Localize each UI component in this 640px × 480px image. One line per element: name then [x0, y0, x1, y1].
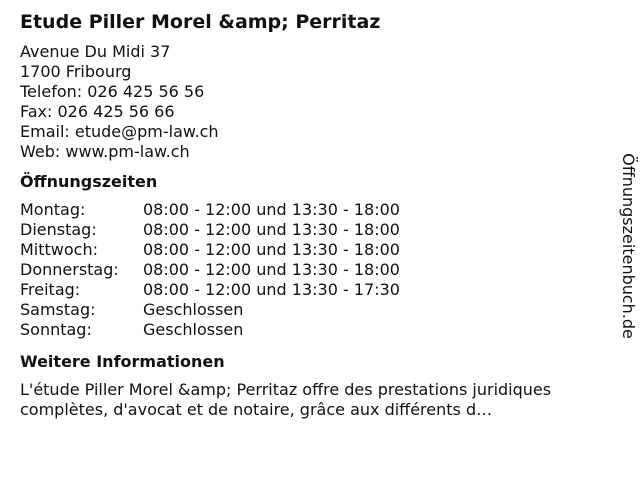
- hours-row-friday: [20, 280, 610, 300]
- day-label: Donnerstag:: [20, 260, 119, 279]
- hours-value: 08:00 - 12:00 und 13:30 - 18:00: [143, 220, 400, 239]
- contact-block: [20, 42, 610, 162]
- day-label: Mittwoch:: [20, 240, 98, 259]
- opening-hours-heading: Öffnungszeiten: [20, 172, 158, 191]
- hours-row-monday: [20, 200, 610, 220]
- address-line-2: 1700 Fribourg: [20, 62, 132, 81]
- watermark-text: Öffnungszeitenbuch.de: [619, 153, 638, 339]
- phone-line: Telefon: 026 425 56 56: [20, 82, 205, 101]
- hours-row-sunday: [20, 320, 610, 340]
- hours-value: 08:00 - 12:00 und 13:30 - 18:00: [143, 260, 400, 279]
- hours-value: 08:00 - 12:00 und 13:30 - 18:00: [143, 240, 400, 259]
- day-label: Freitag:: [20, 280, 81, 299]
- email-line: Email: etude@pm-law.ch: [20, 122, 219, 141]
- more-info-text: L'étude Piller Morel &amp; Perritaz offre des prestations juridiques complètes, d'avocat et de notaire, grâce aux différents d…: [20, 380, 552, 419]
- more-info-heading: Weitere Informationen: [20, 352, 225, 371]
- address-line-1: Avenue Du Midi 37: [20, 42, 171, 61]
- fax-line: Fax: 026 425 56 66: [20, 102, 175, 121]
- hours-value: Geschlossen: [143, 300, 244, 319]
- business-card: [20, 10, 610, 420]
- day-label: Samstag:: [20, 300, 96, 319]
- day-label: Montag:: [20, 200, 86, 219]
- hours-value: 08:00 - 12:00 und 13:30 - 18:00: [143, 200, 400, 219]
- hours-row-saturday: [20, 300, 610, 320]
- web-line: Web: www.pm-law.ch: [20, 142, 190, 161]
- hours-value: Geschlossen: [143, 320, 244, 339]
- hours-row-wednesday: [20, 240, 610, 260]
- business-name: Etude Piller Morel &amp; Perritaz: [20, 11, 381, 33]
- opening-hours-table: [20, 200, 610, 340]
- day-label: Sonntag:: [20, 320, 92, 339]
- hours-row-tuesday: [20, 220, 610, 240]
- day-label: Dienstag:: [20, 220, 97, 239]
- hours-row-thursday: [20, 260, 610, 280]
- hours-value: 08:00 - 12:00 und 13:30 - 17:30: [143, 280, 400, 299]
